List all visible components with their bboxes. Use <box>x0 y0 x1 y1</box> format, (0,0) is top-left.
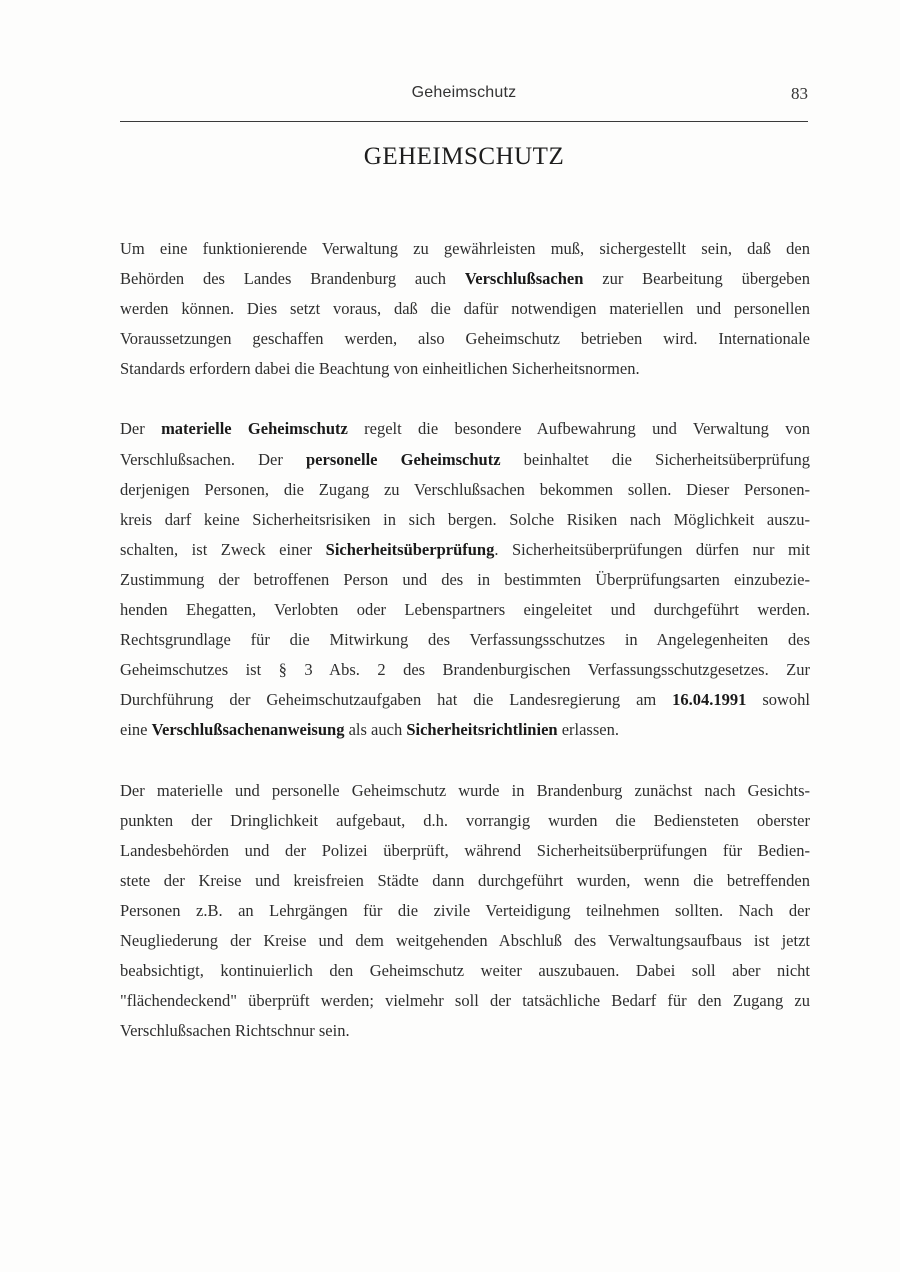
text-line <box>120 445 810 475</box>
text-run: kreis darf keine Sicherheitsrisiken in sich bergen. Solche Risiken nach Möglichkeit auszu- <box>120 509 810 529</box>
text-run: Voraussetzungen geschaffen werden, also Geheimschutz betrieben wird. Internationale <box>120 329 810 349</box>
text-line <box>120 565 810 595</box>
text-run: Zustimmung der betroffenen Person und des in bestimmten Überprüfungsarten einzubezie- <box>120 569 810 589</box>
text-run: zur Bearbeitung übergeben <box>583 269 810 289</box>
text-line <box>120 354 810 384</box>
text-line <box>120 264 810 294</box>
text-run: Rechtsgrundlage für die Mitwirkung des Verfassungsschutzes in Angelegenheiten des <box>120 630 810 650</box>
text-run: henden Ehegatten, Verlobten oder Lebenspartners eingeleitet und durchgeführt werden. <box>120 600 810 620</box>
text-line <box>120 836 810 866</box>
paragraph <box>120 414 810 745</box>
bold-term: Verschlußsachen <box>464 269 584 289</box>
page-number: 83 <box>791 84 808 103</box>
bold-term: personelle Geheimschutz <box>306 449 501 469</box>
text-line <box>120 776 810 806</box>
paragraph <box>120 776 810 1047</box>
running-header <box>120 84 808 114</box>
text-run: als auch <box>344 720 407 740</box>
text-run: sowohl <box>746 690 810 710</box>
text-run: Durchführung der Geheimschutzaufgaben hat die Landesregierung am <box>120 690 673 710</box>
header-rule <box>120 121 808 122</box>
text-line <box>120 896 810 926</box>
paragraph <box>120 234 810 384</box>
bold-term: 16.04.1991 <box>672 690 747 710</box>
text-line <box>120 806 810 836</box>
text-run: Geheimschutzes ist § 3 Abs. 2 des Brandenburgischen Verfassungsschutzgesetzes. Zur <box>120 660 810 680</box>
text-run: derjenigen Personen, die Zugang zu Verschlußsachen bekommen sollen. Dieser Personen- <box>120 479 810 499</box>
section-title: GEHEIMSCHUTZ <box>363 143 565 170</box>
text-line <box>120 715 810 745</box>
text-run: werden können. Dies setzt voraus, daß die dafür notwendigen materiellen und personellen <box>120 299 810 319</box>
text-run: Der <box>120 419 162 439</box>
text-run: . Sicherheitsüberprüfungen dürfen nur mit <box>494 539 810 559</box>
text-line <box>120 685 810 715</box>
bold-term: Sicherheitsrichtlinien <box>406 720 558 740</box>
text-run: Verschlußsachen. Der <box>120 449 306 469</box>
text-line <box>120 505 810 535</box>
text-line <box>120 535 810 565</box>
text-run: punkten der Dringlichkeit aufgebaut, d.h. vorrangig wurden die Bediensteten oberster <box>120 810 810 830</box>
bold-term: materielle Geheimschutz <box>161 419 348 439</box>
bold-term: Sicherheitsüberprüfung <box>325 539 495 559</box>
text-run: erlassen. <box>557 720 619 740</box>
text-line <box>120 324 810 354</box>
text-run: Um eine funktionierende Verwaltung zu gewährleisten muß, sichergestellt sein, daß den <box>120 239 810 258</box>
text-run: "flächendeckend" überprüft werden; vielmehr soll der tatsächliche Bedarf für den Zugang zu <box>120 991 810 1011</box>
text-run: beinhaltet die Sicherheitsüberprüfung <box>500 449 810 469</box>
text-line <box>120 655 810 685</box>
text-run: stete der Kreise und kreisfreien Städte dann durchgeführt wurden, wenn die betreffenden <box>120 870 810 890</box>
text-line <box>120 234 810 264</box>
text-run: Behörden des Landes Brandenburg auch <box>120 269 465 289</box>
text-line <box>120 986 810 1016</box>
text-run: Personen z.B. an Lehrgängen für die zivile Verteidigung teilnehmen sollten. Nach der <box>120 900 810 920</box>
running-title: Geheimschutz <box>411 84 517 101</box>
text-line <box>120 1016 810 1046</box>
text-line <box>120 956 810 986</box>
text-run: regelt die besondere Aufbewahrung und Verwaltung von <box>347 419 810 439</box>
text-run: schalten, ist Zweck einer <box>120 539 326 559</box>
text-run: beabsichtigt, kontinuierlich den Geheimschutz weiter auszubauen. Dabei soll aber nicht <box>120 961 810 981</box>
text-run: Neugliederung der Kreise und dem weitgehenden Abschluß des Verwaltungsaufbaus ist jetzt <box>120 930 810 950</box>
text-line <box>120 625 810 655</box>
text-run: Verschlußsachen Richtschnur sein. <box>120 1021 350 1041</box>
text-line <box>120 475 810 505</box>
text-line <box>120 595 810 625</box>
body-text <box>120 234 810 1076</box>
text-line <box>120 294 810 324</box>
text-run: eine <box>120 720 152 740</box>
text-line <box>120 866 810 896</box>
bold-term: Verschlußsachenanweisung <box>151 720 345 740</box>
text-line <box>120 926 810 956</box>
text-run: Standards erfordern dabei die Beachtung von einheitlichen Sicherheitsnormen. <box>120 359 640 379</box>
text-run: Landesbehörden und der Polizei überprüft, während Sicherheitsüberprüfungen für Bedien- <box>120 840 810 860</box>
text-line <box>120 414 810 444</box>
text-run: Der materielle und personelle Geheimschutz wurde in Brandenburg zunächst nach Gesichts- <box>120 780 810 800</box>
